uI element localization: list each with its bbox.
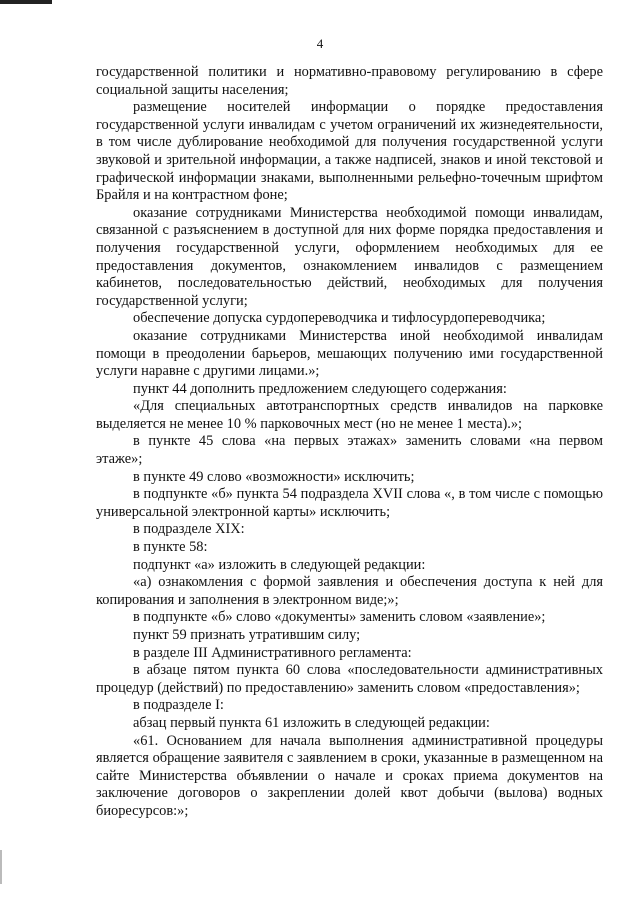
paragraph: в пункте 58: (133, 539, 208, 556)
paragraph: в разделе III Административного регламента: (133, 644, 412, 661)
paragraph: абзац первый пункта 61 изложить в следующей редакции: (133, 714, 490, 731)
paragraph: в подпункте «б» слово «документы» заменить словом «заявление»; (133, 609, 546, 626)
scan-margin-mark (0, 850, 2, 884)
paragraph: «а) ознакомления с формой заявления и обеспечения доступа к ней для копирования и заполнения в электронном виде;»; (96, 574, 603, 608)
paragraph: обеспечение допуска сурдопереводчика и тифлосурдопереводчика; (133, 310, 546, 327)
paragraph: «Для специальных автотранспортных средств инвалидов на парковке выделяется не менее 10 % парковочных мест (но не менее 1 места).»; (96, 398, 603, 432)
paragraph: подпункт «а» изложить в следующей редакции: (133, 556, 426, 573)
paragraph: в пункте 49 слово «возможности» исключить; (133, 468, 415, 485)
paragraph: в подразделе I: (133, 697, 224, 714)
paragraph: в подразделе XIX: (133, 521, 245, 538)
paragraph: в пункте 45 слова «на первых этажах» заменить словами «на первом этаже»; (96, 433, 603, 468)
paragraph: в абзаце пятом пункта 60 слова «последовательности административных процедур (действий) по предоставлению» заменить словом «предоставления»; (96, 662, 603, 696)
top-edge-rule (0, 0, 52, 4)
document-body (96, 64, 603, 821)
page-number: 4 (316, 36, 324, 51)
paragraph: в подпункте «б» пункта 54 подраздела XVII слова «, в том числе с помощью универсальной электронной карты» исключить; (96, 486, 603, 520)
paragraph: оказание сотрудниками Министерства иной необходимой инвалидам помощи в преодолении барьеров, мешающих получению ими государственной услуги наравне с другими лицами.»; (96, 327, 603, 380)
paragraph: пункт 59 признать утратившим силу; (133, 627, 361, 643)
paragraph: государственной политики и нормативно-правовому регулированию в сфере социальной защиты населения; (96, 64, 603, 98)
paragraph: «61. Основанием для начала выполнения административной процедуры является обращение заявителя с заявлением в сроки, указанные в размещенном на сайте Министерства объявлении о начале и сроках приема документов на заключение договоров о закреплении долей квот добычи (вылова) водных биоресурсов:»; (96, 732, 603, 819)
paragraph: размещение носителей информации о порядке предоставления государственной услуги инвалидам с учетом ограничений их жизнедеятельности, в том числе дублирование необходимой для получения государственной услуги звуковой и зрительной информации, а также надписей, знаков и иной текстовой и графической информации знаками, выполненными рельефно-точечным шрифтом Брайля и на контрастном фоне; (96, 99, 603, 204)
paragraph: пункт 44 дополнить предложением следующего содержания: (133, 380, 507, 397)
paragraph: оказание сотрудниками Министерства необходимой помощи инвалидам, связанной с разъяснением в доступной для них форме порядка предоставления и получения государственной услуги, оформлением необходимых для ее предоставления документов, ознакомлением инвалидов с размещением кабинетов, последовательностью действий, необходимых для получения государственной услуги; (96, 204, 603, 309)
